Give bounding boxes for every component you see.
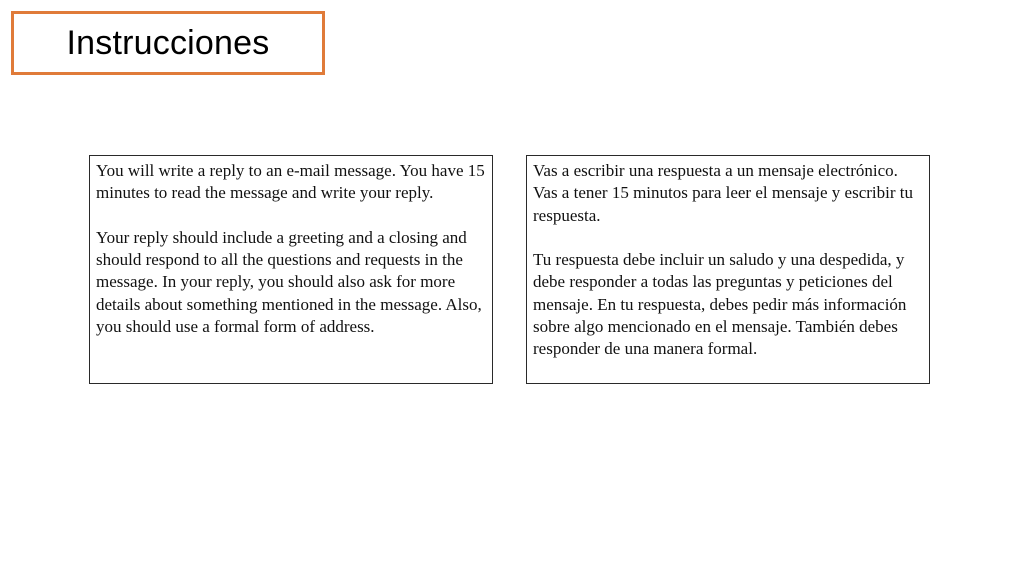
slide-title: Instrucciones [66,23,270,62]
spanish-instructions-box [526,155,930,384]
title-box [11,11,325,75]
spanish-paragraph-1: Vas a escribir una respuesta a un mensaje electrónico. Vas a tener 15 minutos para leer el mensaje y escribir tu respuesta. [533,161,914,225]
spanish-paragraph-2: Tu respuesta debe incluir un saludo y una despedida, y debe responder a todas las preguntas y peticiones del mensaje. En tu respuesta, debes pedir más información sobre algo mencionado en el mensaje. También debes responder de una manera formal. [533,250,907,359]
english-paragraph-1: You will write a reply to an e-mail message. You have 15 minutes to read the message and write your reply. [96,161,485,203]
english-instructions-box [89,155,493,384]
english-paragraph-2: Your reply should include a greeting and a closing and should respond to all the questions and requests in the message. In your reply, you should also ask for more details about something mentioned in the message. Also, you should use a formal form of address. [96,227,482,337]
